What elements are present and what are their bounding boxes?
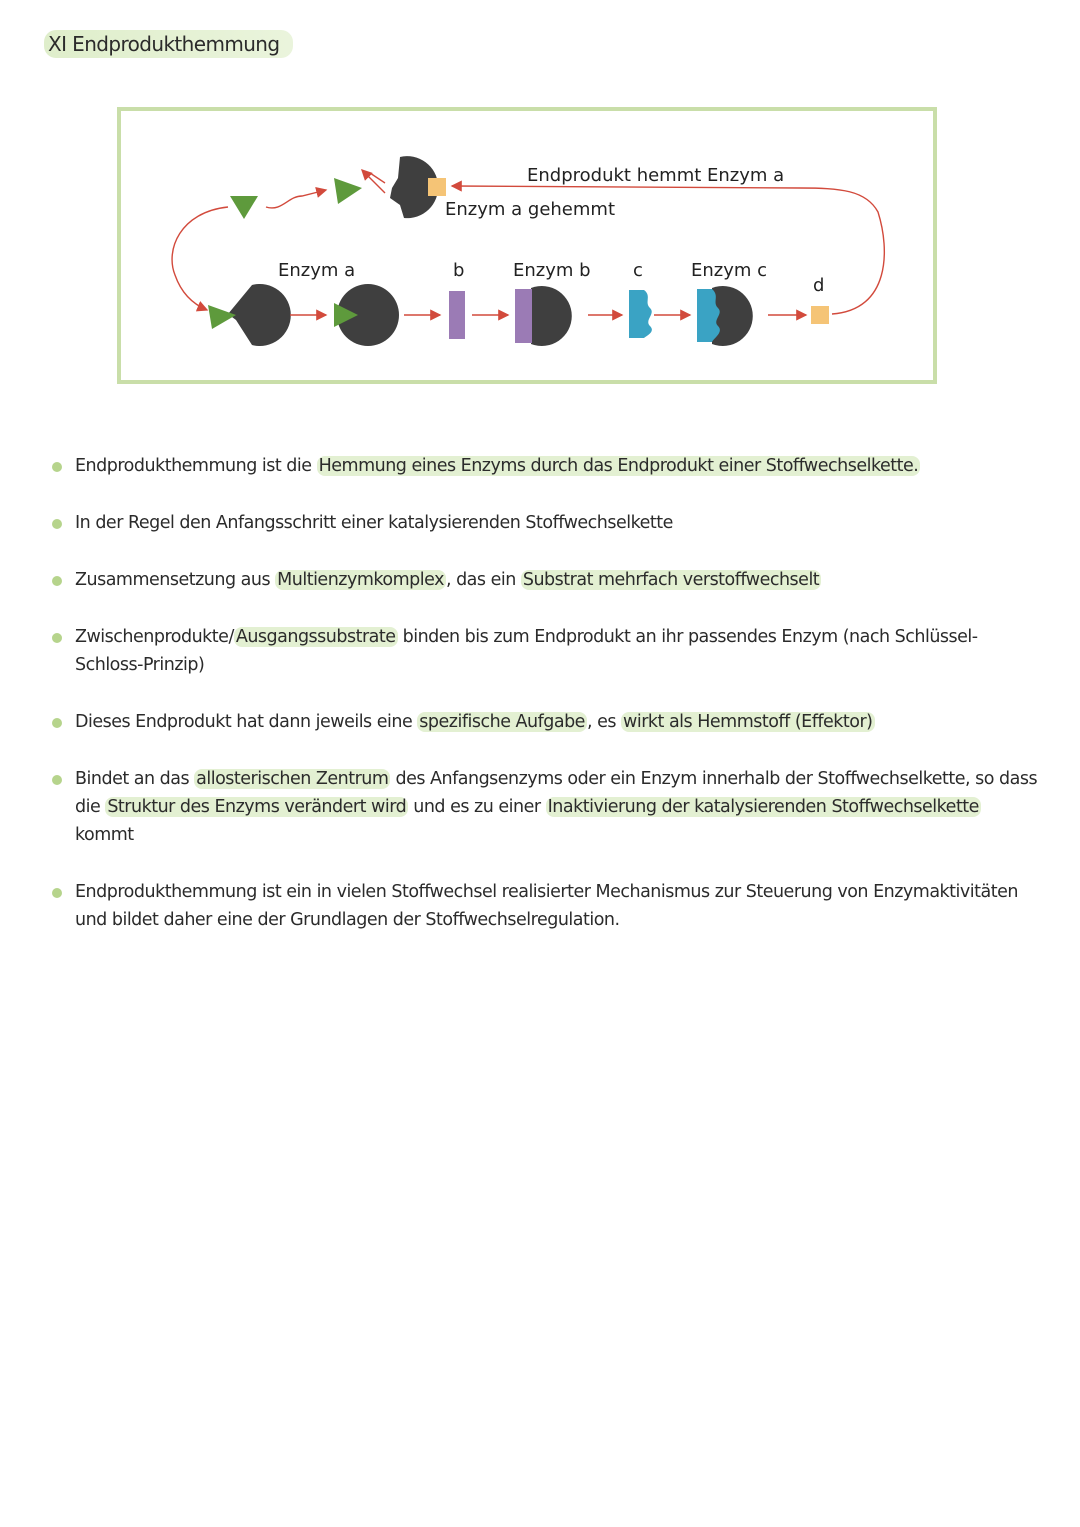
enzyme-c-label: Enzym c	[691, 260, 768, 281]
wavy-arrow	[266, 190, 326, 208]
bullet-item	[52, 765, 1042, 849]
end-product-d-icon	[811, 306, 829, 324]
bullet-dot-icon	[52, 633, 62, 643]
highlighted-text: wirkt als Hemmstoff (Effektor)	[623, 712, 873, 732]
page-title: XI Endprodukthemmung	[44, 30, 293, 58]
bullet-list	[52, 452, 1042, 963]
substrate-a-icon	[230, 196, 258, 219]
bullet-text: kommt	[75, 825, 134, 845]
highlighted-text: Hemmung eines Enzyms durch das Endprodukt einer Stoffwechselkette.	[318, 456, 919, 476]
substrate-a-icon	[334, 178, 362, 204]
product-b-label: b	[453, 260, 465, 281]
bullet-dot-icon	[52, 576, 62, 586]
bullet-text: Endprodukthemmung ist ein in vielen Stoffwechsel realisierter Mechanismus zur Steuerung von Enzymaktivitäten und bildet daher eine der Grundlagen der Stoffwechselregulation.	[75, 882, 1018, 930]
bullet-text: , es	[586, 712, 622, 732]
bullet-item	[52, 509, 1042, 537]
end-product-inhibition-diagram	[0, 0, 1080, 420]
bullet-text: des Anfangsenzyms oder ein Enzym innerhalb der Stoffwechselkette, so dass die	[75, 769, 1038, 817]
highlighted-text: Multienzymkomplex	[277, 570, 444, 590]
substrate-a-icon	[208, 305, 236, 329]
enzyme-b-icon	[531, 286, 572, 346]
bullet-text: Endprodukthemmung ist die	[75, 456, 317, 476]
highlighted-text: Inaktivierung der katalysierenden Stoffwechselkette	[547, 797, 979, 817]
bullet-text: , das ein	[445, 570, 521, 590]
bullet-item	[52, 623, 1042, 679]
enzyme-a-icon	[228, 284, 291, 346]
bullet-dot-icon	[52, 519, 62, 529]
inhibited-label: Enzym a gehemmt	[445, 199, 615, 220]
left-curve-arrow	[172, 207, 228, 310]
product-b-bound-icon	[515, 289, 532, 343]
feedback-label: Endprodukt hemmt Enzym a	[527, 165, 785, 186]
highlighted-text: spezifische Aufgabe	[419, 712, 585, 732]
bullet-text: Zusammensetzung aus	[75, 570, 276, 590]
bullet-dot-icon	[52, 462, 62, 472]
bullet-text: Bindet an das	[75, 769, 195, 789]
bullet-text: und es zu einer	[408, 797, 546, 817]
highlighted-text: Struktur des Enzyms verändert wird	[107, 797, 407, 817]
bullet-item	[52, 566, 1042, 594]
bullet-dot-icon	[52, 718, 62, 728]
bullet-dot-icon	[52, 775, 62, 785]
bullet-item	[52, 878, 1042, 934]
bullet-item	[52, 452, 1042, 480]
product-c-icon	[629, 290, 652, 338]
bullet-text: binden bis zum Endprodukt an ihr passendes Enzym (nach Schlüssel-Schloss-Prinzip)	[75, 627, 978, 675]
product-b-icon	[449, 291, 465, 339]
enzyme-b-label: Enzym b	[513, 260, 591, 281]
release-arrow	[370, 173, 385, 183]
bullet-dot-icon	[52, 888, 62, 898]
bullet-item	[52, 708, 1042, 736]
bullet-text: In der Regel den Anfangsschritt einer katalysierenden Stoffwechselkette	[75, 513, 673, 533]
bullet-text: Dieses Endprodukt hat dann jeweils eine	[75, 712, 418, 732]
highlighted-text: Substrat mehrfach verstoffwechselt	[522, 570, 820, 590]
product-d-label: d	[813, 275, 825, 296]
highlighted-text: Ausgangssubstrate	[235, 627, 396, 647]
product-c-label: c	[633, 260, 643, 281]
enzyme-a-label: Enzym a	[278, 260, 356, 281]
end-product-d-bound-icon	[428, 178, 446, 196]
highlighted-text: allosterischen Zentrum	[196, 769, 389, 789]
bullet-text: Zwischenprodukte/	[75, 627, 234, 647]
